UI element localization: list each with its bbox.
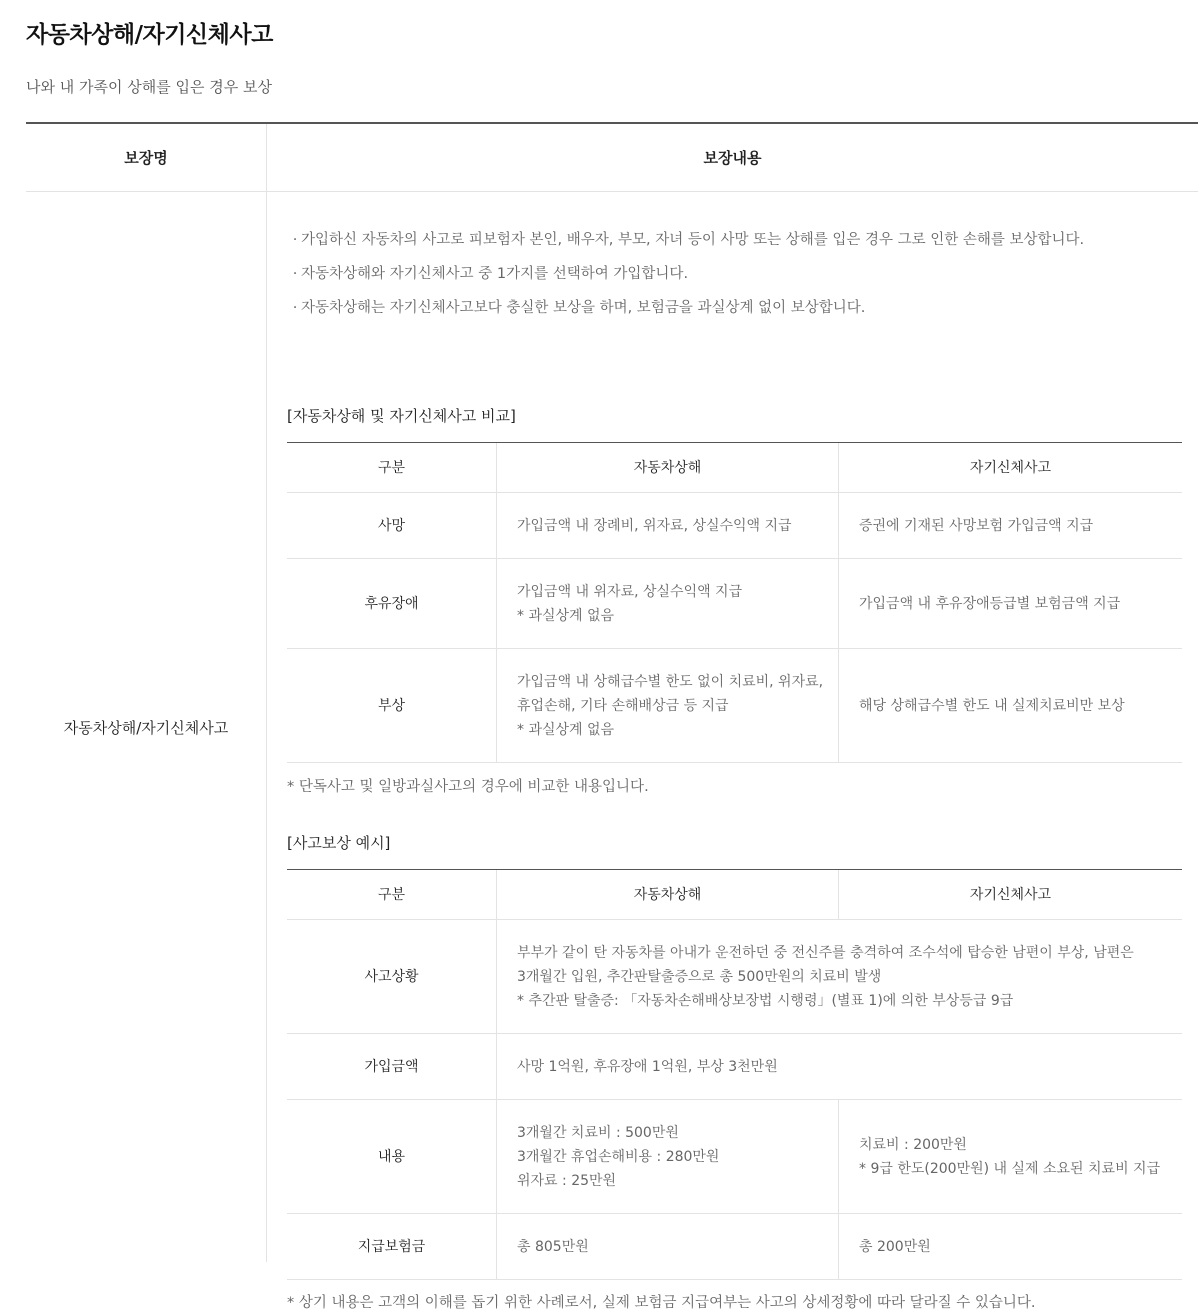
example-header-auto-injury: 자동차상해 — [497, 870, 839, 919]
auto-injury-cell: 가입금액 내 위자료, 상실수익액 지급 * 과실상계 없음 — [497, 559, 839, 648]
comparison-table — [287, 442, 1182, 763]
example-header-category: 구분 — [287, 870, 497, 919]
auto-injury-cell: 3개월간 치료비 : 500만원 3개월간 휴업손해비용 : 280만원 위자료 : 25만원 — [497, 1100, 839, 1213]
example-header-row — [287, 870, 1182, 920]
self-body-cell: 가입금액 내 후유장애등급별 보험금액 지급 — [859, 595, 1121, 612]
row-label: 지급보험금 — [287, 1214, 497, 1279]
coverage-bullets — [289, 223, 1169, 325]
example-table — [287, 869, 1182, 1280]
self-body-cell: 총 200만원 — [859, 1238, 931, 1255]
row-label: 사고상황 — [287, 920, 497, 1033]
comparison-title: [자동차상해 및 자기신체사고 비교] — [287, 407, 516, 425]
example-row-situation — [287, 920, 1182, 1034]
auto-injury-cell: 총 805만원 — [497, 1214, 839, 1279]
coverage-table — [26, 122, 1198, 1311]
self-body-cell: 해당 상해급수별 한도 내 실제치료비만 보상 — [859, 697, 1125, 714]
auto-injury-cell: 가입금액 내 장례비, 위자료, 상실수익액 지급 — [497, 493, 839, 558]
comparison-header-self-body: 자기신체사고 — [969, 459, 1052, 476]
comparison-note: * 단독사고 및 일방과실사고의 경우에 비교한 내용입니다. — [287, 779, 649, 795]
bullet-item: · 가입하신 자동차의 사고로 피보험자 본인, 배우자, 부모, 자녀 등이 사망 또는 상해를 입은 경우 그로 인한 손해를 보상합니다. — [292, 232, 1085, 248]
comparison-row-injury — [287, 649, 1182, 763]
example-row-payment — [287, 1214, 1182, 1280]
row-label: 내용 — [287, 1100, 497, 1213]
coverage-table-header — [26, 124, 1198, 192]
bullet-item: · 자동차상해는 자기신체사고보다 충실한 보상을 하며, 보험금을 과실상계 없이 보상합니다. — [292, 300, 866, 316]
comparison-row-death — [287, 493, 1182, 559]
page-subtitle: 나와 내 가족이 상해를 입은 경우 보상 — [26, 78, 272, 96]
amount-cell: 사망 1억원, 후유장애 1억원, 부상 3천만원 — [517, 1058, 778, 1075]
coverage-table-row — [26, 192, 1198, 1311]
example-title: [사고보상 예시] — [287, 834, 391, 852]
auto-injury-cell: 가입금액 내 상해급수별 한도 없이 치료비, 위자료, 휴업손해, 기타 손해배상금 등 지급 * 과실상계 없음 — [497, 649, 839, 762]
example-note: * 상기 내용은 고객의 이해를 돕기 위한 사례로서, 실제 보험금 지급여부는 사고의 상세정황에 따라 달라질 수 있습니다. — [287, 1295, 1036, 1311]
comparison-header-row — [287, 443, 1182, 493]
page-title: 자동차상해/자기신체사고 — [26, 22, 273, 48]
coverage-name: 자동차상해/자기신체사고 — [26, 192, 267, 1262]
self-body-cell: 치료비 : 200만원 * 9급 한도(200만원) 내 실제 소요된 치료비 지급 — [859, 1136, 1161, 1177]
comparison-header-category: 구분 — [287, 443, 497, 492]
comparison-row-disability — [287, 559, 1182, 649]
coverage-content — [267, 192, 1198, 1311]
bullet-item: · 자동차상해와 자기신체사고 중 1가지를 선택하여 가입합니다. — [292, 266, 689, 282]
row-label: 부상 — [287, 649, 497, 762]
comparison-header-auto-injury: 자동차상해 — [497, 443, 839, 492]
row-label: 가입금액 — [287, 1034, 497, 1099]
example-header-self-body: 자기신체사고 — [969, 886, 1052, 903]
header-coverage-name: 보장명 — [26, 124, 267, 191]
example-row-content — [287, 1100, 1182, 1214]
situation-cell: 부부가 같이 탄 자동차를 아내가 운전하던 중 전신주를 충격하여 조수석에 탑승한 남편이 부상, 남편은 3개월간 입원, 추간판탈출증으로 총 500만원의 치료비 발생 * 추간판 탈출증: 「자동차손해배상보장법 시행령」(별표 1)에 의한 부상등급 9급 — [517, 944, 1134, 1009]
header-coverage-content: 보장내용 — [703, 149, 762, 167]
row-label: 후유장애 — [287, 559, 497, 648]
self-body-cell: 증권에 기재된 사망보험 가입금액 지급 — [859, 517, 1094, 534]
row-label: 사망 — [287, 493, 497, 558]
example-row-amount — [287, 1034, 1182, 1100]
